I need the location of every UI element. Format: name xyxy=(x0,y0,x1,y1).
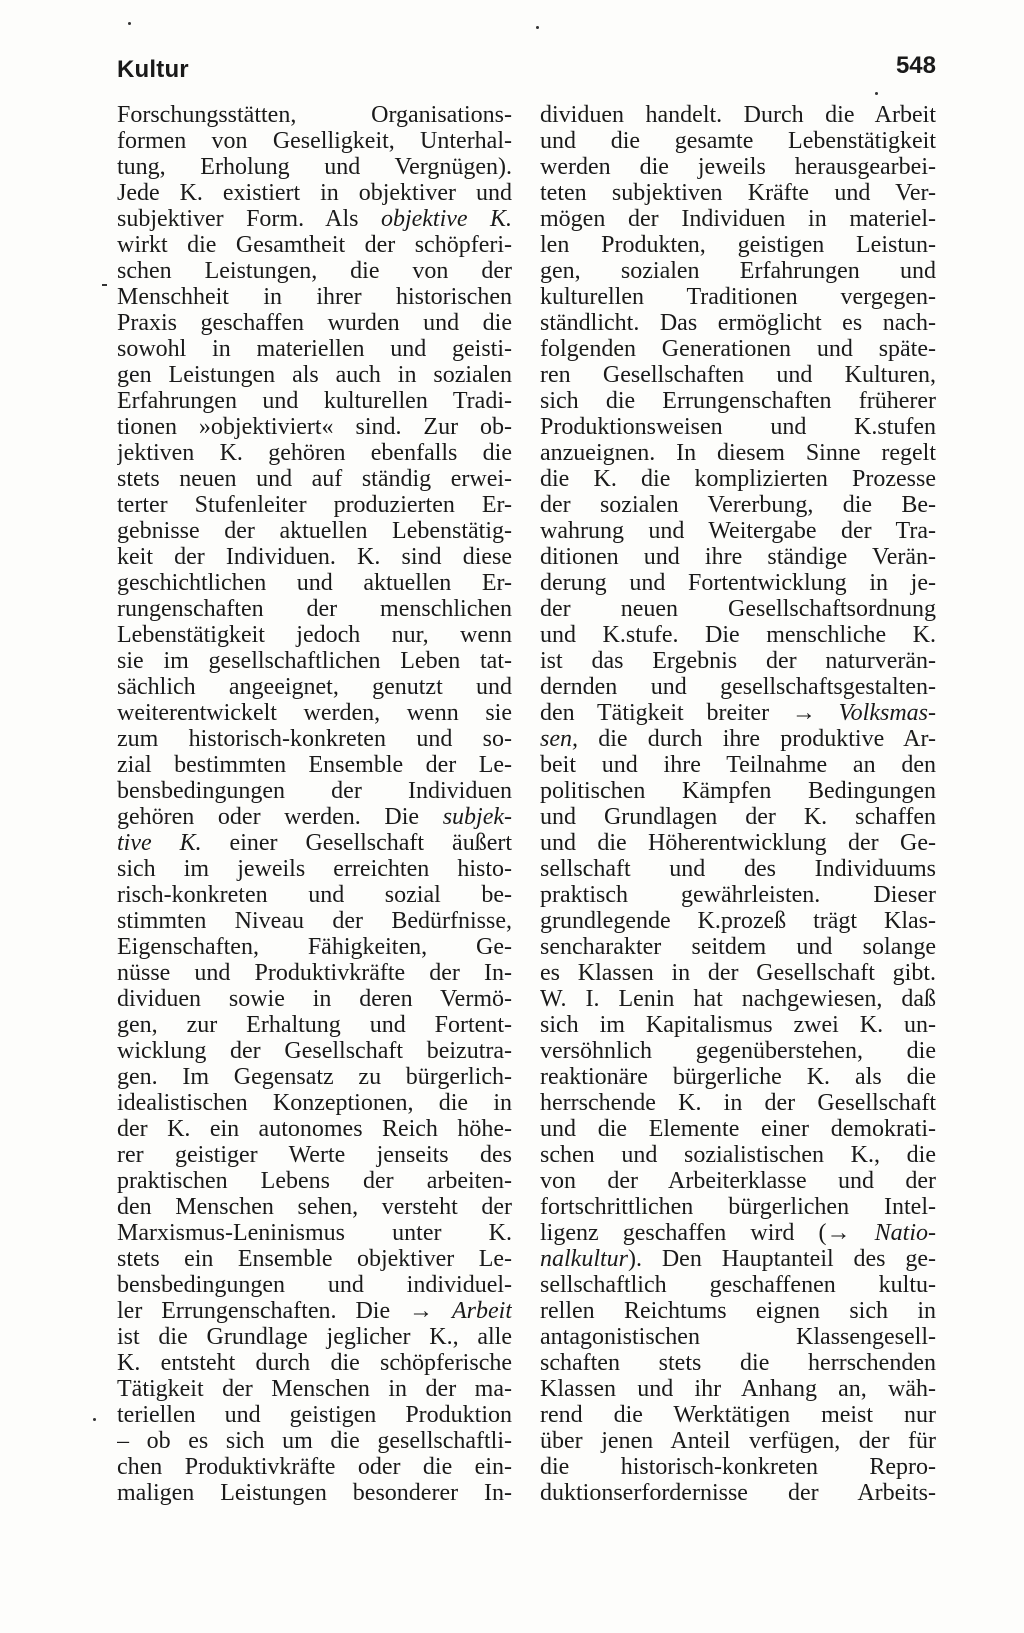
text-line: Tätigkeit der Menschen in der ma- xyxy=(117,1376,512,1402)
text-line: sich im Kapitalismus zwei K. un- xyxy=(540,1012,936,1038)
text-line: derung und Fortentwicklung in je- xyxy=(540,570,936,596)
text-line: sie im gesellschaftlichen Leben tat- xyxy=(117,648,512,674)
text-line: ditionen und ihre ständige Verän- xyxy=(540,544,936,570)
scan-speck xyxy=(93,1418,96,1421)
text-line: sellschaft und des Individuums xyxy=(540,856,936,882)
text-line: und die gesamte Lebenstätigkeit xyxy=(540,128,936,154)
text-line: wirkt die Gesamtheit der schöpferi- xyxy=(117,232,512,258)
text-line: sencharakter seitdem und solange xyxy=(540,934,936,960)
text-line: Marxismus-Leninismus unter K. xyxy=(117,1220,512,1246)
text-line: ler Errungenschaften. Die → Arbeit xyxy=(117,1298,512,1324)
text-line: chen Produktivkräfte oder die ein- xyxy=(117,1454,512,1480)
text-line: zum historisch-konkreten und so- xyxy=(117,726,512,752)
text-line: fortschrittlichen bürgerlichen Intel- xyxy=(540,1194,936,1220)
text-line: anzueignen. In diesem Sinne regelt xyxy=(540,440,936,466)
text-line: wahrung und Weitergabe der Tra- xyxy=(540,518,936,544)
text-line: politischen Kämpfen Bedingungen xyxy=(540,778,936,804)
text-line: gen Leistungen als auch in sozialen xyxy=(117,362,512,388)
text-line: wicklung der Gesellschaft beizutra- xyxy=(117,1038,512,1064)
text-line: schen und sozialistischen K., die xyxy=(540,1142,936,1168)
text-line: K. entsteht durch die schöpferische xyxy=(117,1350,512,1376)
text-line: Jede K. existiert in objektiver und xyxy=(117,180,512,206)
text-line: den Tätigkeit breiter → Volksmas- xyxy=(540,700,936,726)
text-line: teten subjektiven Kräfte und Ver- xyxy=(540,180,936,206)
text-line: gen, sozialen Erfahrungen und xyxy=(540,258,936,284)
text-line: stets ein Ensemble objektiver Le- xyxy=(117,1246,512,1272)
text-line: antagonistischen Klassengesell- xyxy=(540,1324,936,1350)
text-line: jektiven K. gehören ebenfalls die xyxy=(117,440,512,466)
text-column-left xyxy=(117,102,512,1506)
text-line: von der Arbeiterklasse und der xyxy=(540,1168,936,1194)
text-line: maligen Leistungen besonderer In- xyxy=(117,1480,512,1506)
running-header-title: Kultur xyxy=(117,56,189,83)
text-line: mögen der Individuen in materiel- xyxy=(540,206,936,232)
text-line: sowohl in materiellen und geisti- xyxy=(117,336,512,362)
text-line: den Menschen sehen, versteht der xyxy=(117,1194,512,1220)
text-line: formen von Geselligkeit, Unterhal- xyxy=(117,128,512,154)
text-line: nalkultur). Den Hauptanteil des ge- xyxy=(540,1246,936,1272)
text-line: der K. ein autonomes Reich höhe- xyxy=(117,1116,512,1142)
text-line: der neuen Gesellschaftsordnung xyxy=(540,596,936,622)
text-line: gen. Im Gegensatz zu bürgerlich- xyxy=(117,1064,512,1090)
text-line: ligenz geschaffen wird (→ Natio- xyxy=(540,1220,936,1246)
text-line: teriellen und geistigen Produktion xyxy=(117,1402,512,1428)
text-line: Lebenstätigkeit jedoch nur, wenn xyxy=(117,622,512,648)
text-line: ist die Grundlage jeglicher K., alle xyxy=(117,1324,512,1350)
text-line: gehören oder werden. Die subjek- xyxy=(117,804,512,830)
text-line: die historisch-konkreten Repro- xyxy=(540,1454,936,1480)
text-line: Eigenschaften, Fähigkeiten, Ge- xyxy=(117,934,512,960)
text-line: der sozialen Vererbung, die Be- xyxy=(540,492,936,518)
text-line: nüsse und Produktivkräfte der In- xyxy=(117,960,512,986)
text-line: reaktionäre bürgerliche K. als die xyxy=(540,1064,936,1090)
text-line: schen Leistungen, die von der xyxy=(117,258,512,284)
text-line: stets neuen und auf ständig erwei- xyxy=(117,466,512,492)
text-line: grundlegende K.prozeß trägt Klas- xyxy=(540,908,936,934)
scan-speck xyxy=(128,22,131,25)
text-line: rer geistiger Werte jenseits des xyxy=(117,1142,512,1168)
text-line: rend die Werktätigen meist nur xyxy=(540,1402,936,1428)
text-line: dividuen sowie in deren Vermö- xyxy=(117,986,512,1012)
text-line: Klassen und ihr Anhang an, wäh- xyxy=(540,1376,936,1402)
text-line: und die Elemente einer demokrati- xyxy=(540,1116,936,1142)
text-line: kulturellen Traditionen vergegen- xyxy=(540,284,936,310)
text-line: W. I. Lenin hat nachgewiesen, daß xyxy=(540,986,936,1012)
text-line: stimmten Niveau der Bedürfnisse, xyxy=(117,908,512,934)
text-line: tive K. einer Gesellschaft äußert xyxy=(117,830,512,856)
text-line: folgenden Generationen und späte- xyxy=(540,336,936,362)
text-line: subjektiver Form. Als objektive K. xyxy=(117,206,512,232)
text-column-right xyxy=(540,102,936,1506)
text-line: idealistischen Konzeptionen, die in xyxy=(117,1090,512,1116)
text-line: sich im jeweils erreichten histo- xyxy=(117,856,512,882)
text-line: sen, die durch ihre produktive Ar- xyxy=(540,726,936,752)
text-line: sächlich angeeignet, genutzt und xyxy=(117,674,512,700)
text-line: duktionserfordernisse der Arbeits- xyxy=(540,1480,936,1506)
text-line: gen, zur Erhaltung und Fortent- xyxy=(117,1012,512,1038)
text-line: und K.stufe. Die menschliche K. xyxy=(540,622,936,648)
text-line: bensbedingungen der Individuen xyxy=(117,778,512,804)
text-line: tionen »objektiviert« sind. Zur ob- xyxy=(117,414,512,440)
text-line: sellschaftlich geschaffenen kultu- xyxy=(540,1272,936,1298)
text-line: Praxis geschaffen wurden und die xyxy=(117,310,512,336)
text-line: beit und ihre Teilnahme an den xyxy=(540,752,936,778)
text-line: rungenschaften der menschlichen xyxy=(117,596,512,622)
text-line: Erfahrungen und kulturellen Tradi- xyxy=(117,388,512,414)
page-number: 548 xyxy=(895,52,936,79)
text-line: dernden und gesellschaftsgestalten- xyxy=(540,674,936,700)
text-line: sich die Errungenschaften früherer xyxy=(540,388,936,414)
text-line: praktischen Lebens der arbeiten- xyxy=(117,1168,512,1194)
text-line: schaften stets die herrschenden xyxy=(540,1350,936,1376)
text-line: praktisch gewährleisten. Dieser xyxy=(540,882,936,908)
text-line: Forschungsstätten, Organisations- xyxy=(117,102,512,128)
text-line: Menschheit in ihrer historischen xyxy=(117,284,512,310)
text-line: ständlicht. Das ermöglicht es nach- xyxy=(540,310,936,336)
scan-speck xyxy=(536,26,539,29)
text-line: über jenen Anteil verfügen, der für xyxy=(540,1428,936,1454)
text-line: versöhnlich gegenüberstehen, die xyxy=(540,1038,936,1064)
text-line: rellen Reichtums eignen sich in xyxy=(540,1298,936,1324)
text-line: herrschende K. in der Gesellschaft xyxy=(540,1090,936,1116)
text-line: terter Stufenleiter produzierten Er- xyxy=(117,492,512,518)
text-line: gebnisse der aktuellen Lebenstätig- xyxy=(117,518,512,544)
text-line: die K. die komplizierten Prozesse xyxy=(540,466,936,492)
text-line: tung, Erholung und Vergnügen). xyxy=(117,154,512,180)
text-line: geschichtlichen und aktuellen Er- xyxy=(117,570,512,596)
text-line: zial bestimmten Ensemble der Le- xyxy=(117,752,512,778)
text-line: risch-konkreten und sozial be- xyxy=(117,882,512,908)
text-line: keit der Individuen. K. sind diese xyxy=(117,544,512,570)
text-line: Produktionsweisen und K.stufen xyxy=(540,414,936,440)
text-line: und die Höherentwicklung der Ge- xyxy=(540,830,936,856)
text-line: werden die jeweils herausgearbei- xyxy=(540,154,936,180)
text-line: ist das Ergebnis der naturverän- xyxy=(540,648,936,674)
text-line: ren Gesellschaften und Kulturen, xyxy=(540,362,936,388)
text-line: es Klassen in der Gesellschaft gibt. xyxy=(540,960,936,986)
text-line: len Produkten, geistigen Leistun- xyxy=(540,232,936,258)
text-line: weiterentwickelt werden, wenn sie xyxy=(117,700,512,726)
scan-speck xyxy=(102,284,107,286)
text-line: bensbedingungen und individuel- xyxy=(117,1272,512,1298)
text-line: und Grundlagen der K. schaffen xyxy=(540,804,936,830)
text-line: – ob es sich um die gesellschaftli- xyxy=(117,1428,512,1454)
text-line: dividuen handelt. Durch die Arbeit xyxy=(540,102,936,128)
scan-speck xyxy=(875,92,878,95)
